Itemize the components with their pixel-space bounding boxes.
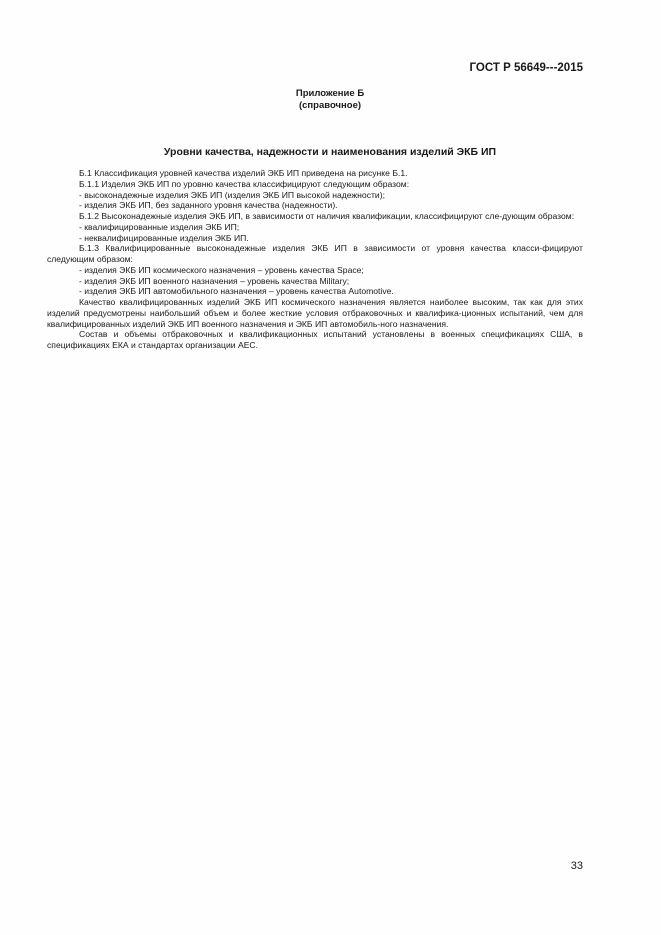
paragraph: Б.1 Классификация уровней качества изделий ЭКБ ИП приведена на рисунке Б.1. xyxy=(79,168,408,178)
paragraph: Б.1.1 Изделия ЭКБ ИП по уровню качества классифицируют следующим образом: xyxy=(79,178,410,189)
paragraph: Б.1.2 Высоконадежные изделия ЭКБ ИП, в зависимости от наличия квалификации, классифицируют сле-дующим образом: xyxy=(79,211,575,221)
appendix-type: (справочное) xyxy=(298,100,362,111)
appendix-heading xyxy=(230,88,430,112)
standard-code: ГОСТ Р 56649---2015 xyxy=(469,62,583,74)
page-number: 33 xyxy=(570,860,583,872)
appendix-label: Приложение Б xyxy=(295,88,365,99)
list-item: - изделия ЭКБ ИП военного назначения – уровень качества Military; xyxy=(79,275,350,286)
section-title: Уровни качества, надежности и наименования изделий ЭКБ ИП xyxy=(163,146,497,158)
paragraph: Качество квалифицированных изделий ЭКБ ИП космического назначения является наиболее высоким, так как для этих изделий предусмотрены наибольший объем и более жесткие условия отбраковочных и квалифика-ционных испытаний, чем для квалифицированных изделий ЭКБ ИП военного назначения и ЭКБ ИП автомобиль-ного назначения. xyxy=(47,297,583,329)
list-item: - высоконадежные изделия ЭКБ ИП (изделия ЭКБ ИП высокой надежности); xyxy=(79,189,385,200)
list-item: - изделия ЭКБ ИП автомобильного назначения – уровень качества Automotive. xyxy=(79,286,394,297)
list-item: - неквалифицированные изделия ЭКБ ИП. xyxy=(79,232,249,243)
list-item: - квалифицированные изделия ЭКБ ИП; xyxy=(79,221,240,232)
paragraph: Состав и объемы отбраковочных и квалификационных испытаний установлены в военных спецификациях США, в спецификациях ЕКА и стандартах организации АЕС. xyxy=(47,329,583,350)
list-item: - изделия ЭКБ ИП, без заданного уровня качества (надежности). xyxy=(79,200,338,211)
paragraph: Б.1.3 Квалифицированные высоконадежные изделия ЭКБ ИП в зависимости от уровня качества класси-фицируют следующим образом: xyxy=(47,243,583,264)
body-text xyxy=(47,168,583,351)
list-item: - изделия ЭКБ ИП космического назначения – уровень качества Space; xyxy=(79,264,364,275)
